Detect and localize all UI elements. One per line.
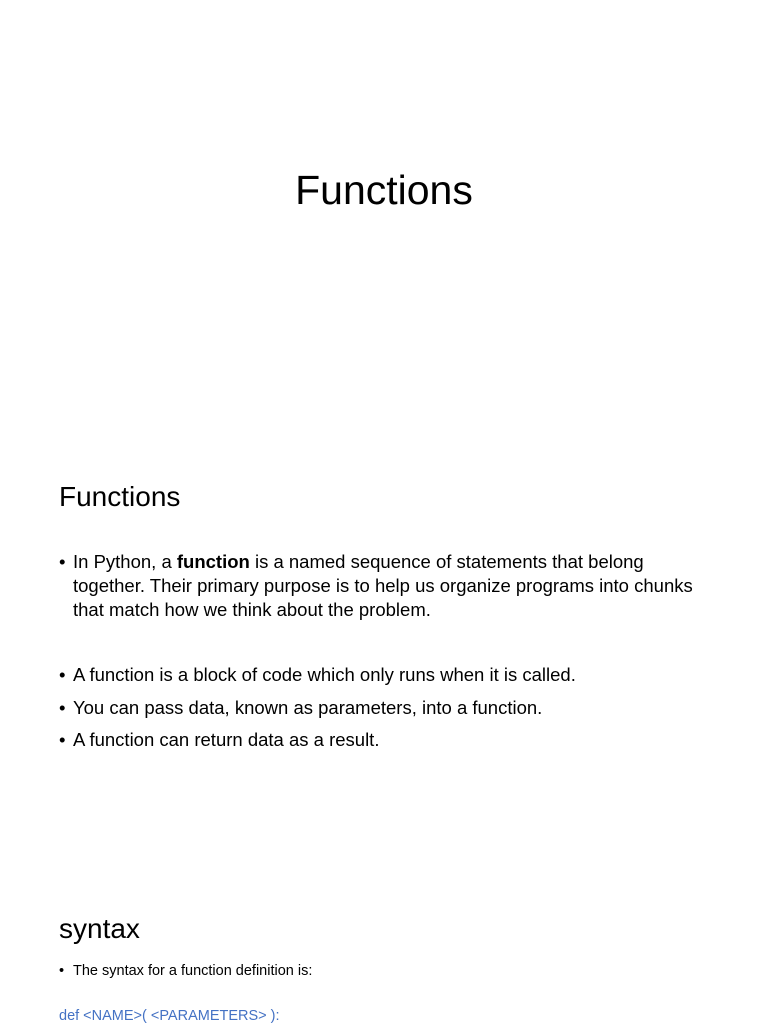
bullet-icon: • [59,696,66,718]
bullet-icon: • [59,729,66,750]
bullet-icon: • [59,551,66,572]
bullet-text-bold: function [176,551,250,572]
slide-heading: syntax [59,913,140,944]
bullet-text-before: In Python, a [73,551,177,572]
bullet-list-intro [59,550,719,622]
slide-syntax [0,860,768,1024]
slide-title [0,0,768,430]
bullet-text: A function is a block of code which only runs when it is called. [73,664,576,685]
slide-functions [0,430,768,860]
bullet-item [59,961,719,981]
bullet-item [59,696,719,720]
bullet-item [59,728,719,752]
bullet-icon: • [59,664,66,685]
slide-title-text: Functions [295,167,473,213]
bullet-text: You can pass data, known as parameters, into a function. [73,696,543,718]
bullet-text-after: is a named sequence of statements that belong together. Their primary purpose is to help us organize programs into chunks that match how we think about the problem. [73,551,693,620]
code-snippet: def <NAME>( <PARAMETERS> ): [59,1008,280,1024]
bullet-item [59,550,719,622]
bullet-list-details [59,663,719,752]
bullet-icon: • [59,963,65,979]
slide-heading: Functions [59,481,181,512]
bullet-list-syntax [59,961,719,981]
bullet-item [59,663,719,687]
bullet-text: A function can return data as a result. [73,729,380,750]
bullet-text: The syntax for a function definition is: [73,963,313,979]
